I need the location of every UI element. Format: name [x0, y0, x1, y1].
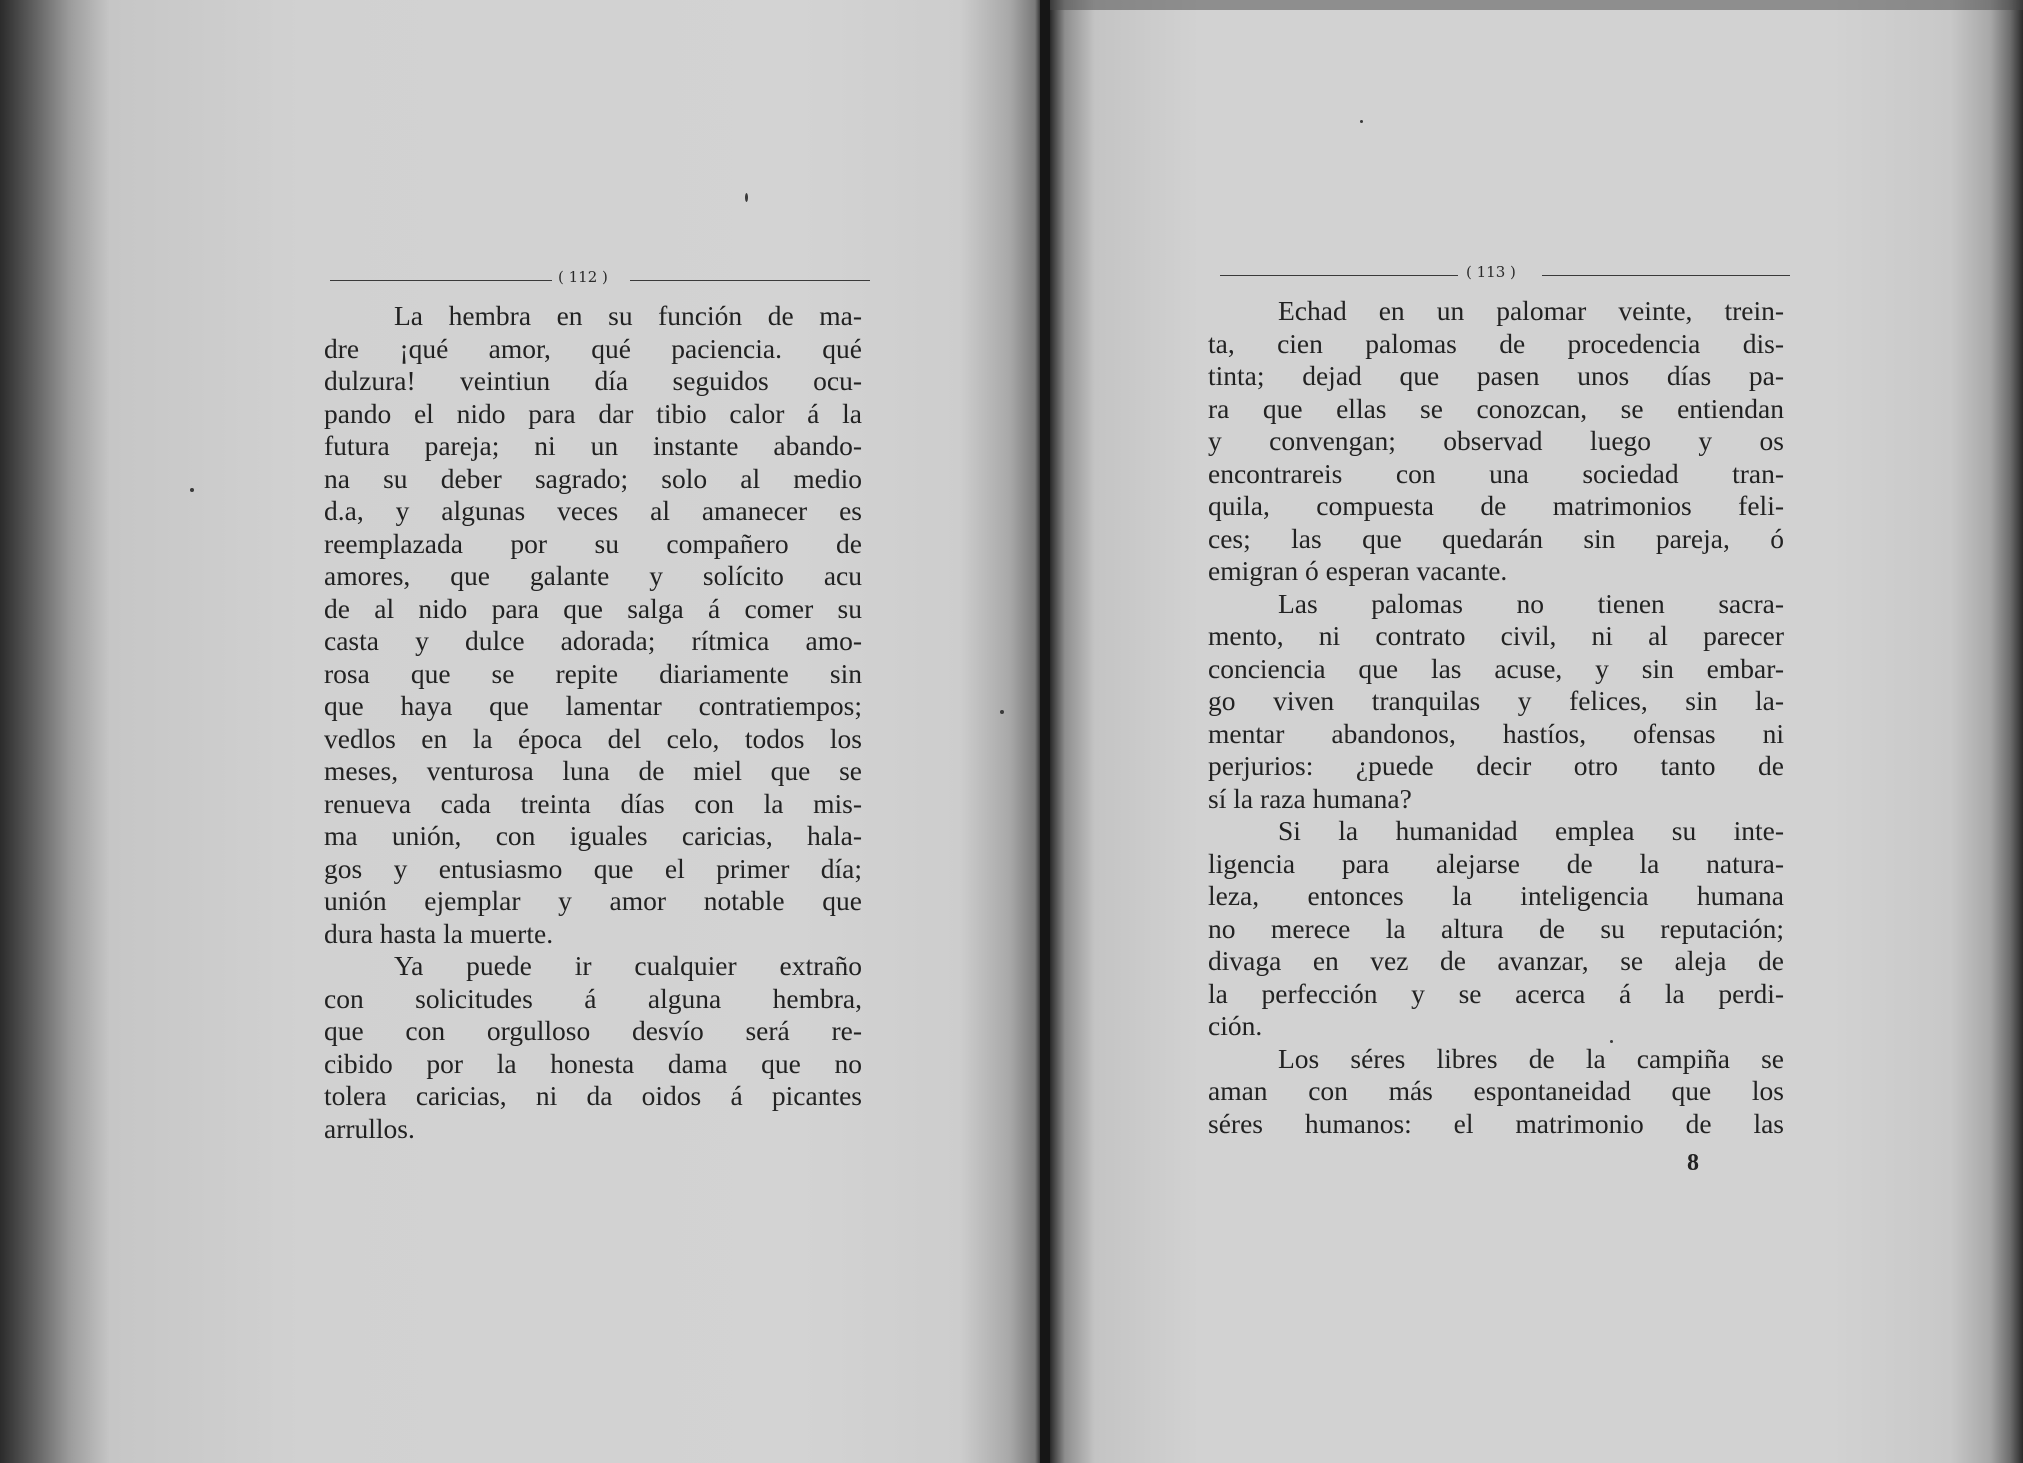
- text-line: vedlos en la época del celo, todos los: [324, 722, 862, 754]
- left-page-text: [324, 300, 862, 1145]
- text-line: pando el nido para dar tibio calor á la: [324, 397, 862, 429]
- right-page-header: [1220, 263, 1790, 285]
- text-line: renueva cada treinta días con la mis-: [324, 787, 862, 819]
- text-line: no merece la altura de su reputación;: [1208, 912, 1784, 944]
- text-line: que haya que lamentar contratiempos;: [324, 690, 862, 721]
- text-line: séres humanos: el matrimonio de las: [1208, 1107, 1784, 1139]
- text-line: amores, que galante y solícito acu: [324, 560, 862, 591]
- text-line: tinta; dejad que pasen unos días pa-: [1208, 360, 1784, 391]
- signature-mark: 8: [1687, 1150, 1699, 1176]
- text-line: Ya puede ir cualquier extraño: [394, 950, 862, 981]
- text-line: ces; las que quedarán sin pareja, ó: [1208, 522, 1784, 554]
- text-line: de al nido para que salga á comer su: [324, 592, 862, 624]
- text-line: cibido por la honesta dama que no: [324, 1047, 862, 1079]
- text-line: dura hasta la muerte.: [324, 917, 554, 949]
- text-line: leza, entonces la inteligencia humana: [1208, 880, 1784, 911]
- text-line: conciencia que las acuse, y sin embar-: [1208, 652, 1784, 684]
- text-line: que con orgulloso desvío será re-: [324, 1015, 862, 1046]
- text-line: ra que ellas se conozcan, se entiendan: [1208, 392, 1784, 424]
- text-line: tolera caricias, ni da oidos á picantes: [324, 1080, 862, 1111]
- text-line: aman con más espontaneidad que los: [1208, 1075, 1784, 1106]
- text-line: quila, compuesta de matrimonios feli-: [1208, 490, 1784, 521]
- text-line: arrullos.: [324, 1112, 415, 1144]
- right-page-text: [1208, 295, 1784, 1140]
- text-line: casta y dulce adorada; rítmica amo-: [324, 625, 862, 656]
- text-line: divaga en vez de avanzar, se aleja de: [1208, 945, 1784, 976]
- text-line: dulzura! veintiun día seguidos ocu-: [324, 365, 862, 396]
- text-line: encontrareis con una sociedad tran-: [1208, 457, 1784, 489]
- text-line: dre ¡qué amor, qué paciencia. qué: [324, 332, 862, 364]
- text-line: mentar abandonos, hastíos, ofensas ni: [1208, 717, 1784, 749]
- text-line: Echad en un palomar veinte, trein-: [1278, 295, 1784, 326]
- text-line: na su deber sagrado; solo al medio: [324, 462, 862, 494]
- text-line: y convengan; observad luego y os: [1208, 425, 1784, 456]
- text-line: meses, venturosa luna de miel que se: [324, 755, 862, 786]
- text-line: rosa que se repite diariamente sin: [324, 657, 862, 689]
- text-line: unión ejemplar y amor notable que: [324, 885, 862, 916]
- text-line: gos y entusiasmo que el primer día;: [324, 852, 862, 884]
- text-line: ción.: [1208, 1010, 1263, 1041]
- text-line: go viven tranquilas y felices, sin la-: [1208, 685, 1784, 716]
- right-page-number: ( 113 ): [1466, 263, 1516, 281]
- text-line: mento, ni contrato civil, ni al parecer: [1208, 620, 1784, 651]
- text-line: Si la humanidad emplea su inte-: [1278, 815, 1784, 846]
- right-page: [1050, 0, 2023, 1463]
- text-line: ligencia para alejarse de la natura-: [1208, 847, 1784, 879]
- text-line: ma unión, con iguales caricias, hala-: [324, 820, 862, 851]
- text-line: La hembra en su función de ma-: [394, 300, 862, 331]
- text-line: reemplazada por su compañero de: [324, 527, 862, 559]
- left-page-number: ( 112 ): [558, 268, 608, 286]
- text-line: con solicitudes á alguna hembra,: [324, 982, 862, 1014]
- text-line: Los séres libres de la campiña se: [1278, 1042, 1784, 1074]
- text-line: sí la raza humana?: [1208, 782, 1412, 814]
- text-line: d.a, y algunas veces al amanecer es: [324, 495, 862, 526]
- left-page-header: [330, 268, 870, 290]
- text-line: futura pareja; ni un instante abando-: [324, 430, 862, 461]
- text-line: perjurios: ¿puede decir otro tanto de: [1208, 750, 1784, 781]
- text-line: Las palomas no tienen sacra-: [1278, 587, 1784, 619]
- text-line: emigran ó esperan vacante.: [1208, 555, 1508, 586]
- text-line: ta, cien palomas de procedencia dis-: [1208, 327, 1784, 359]
- text-line: la perfección y se acerca á la perdi-: [1208, 977, 1784, 1009]
